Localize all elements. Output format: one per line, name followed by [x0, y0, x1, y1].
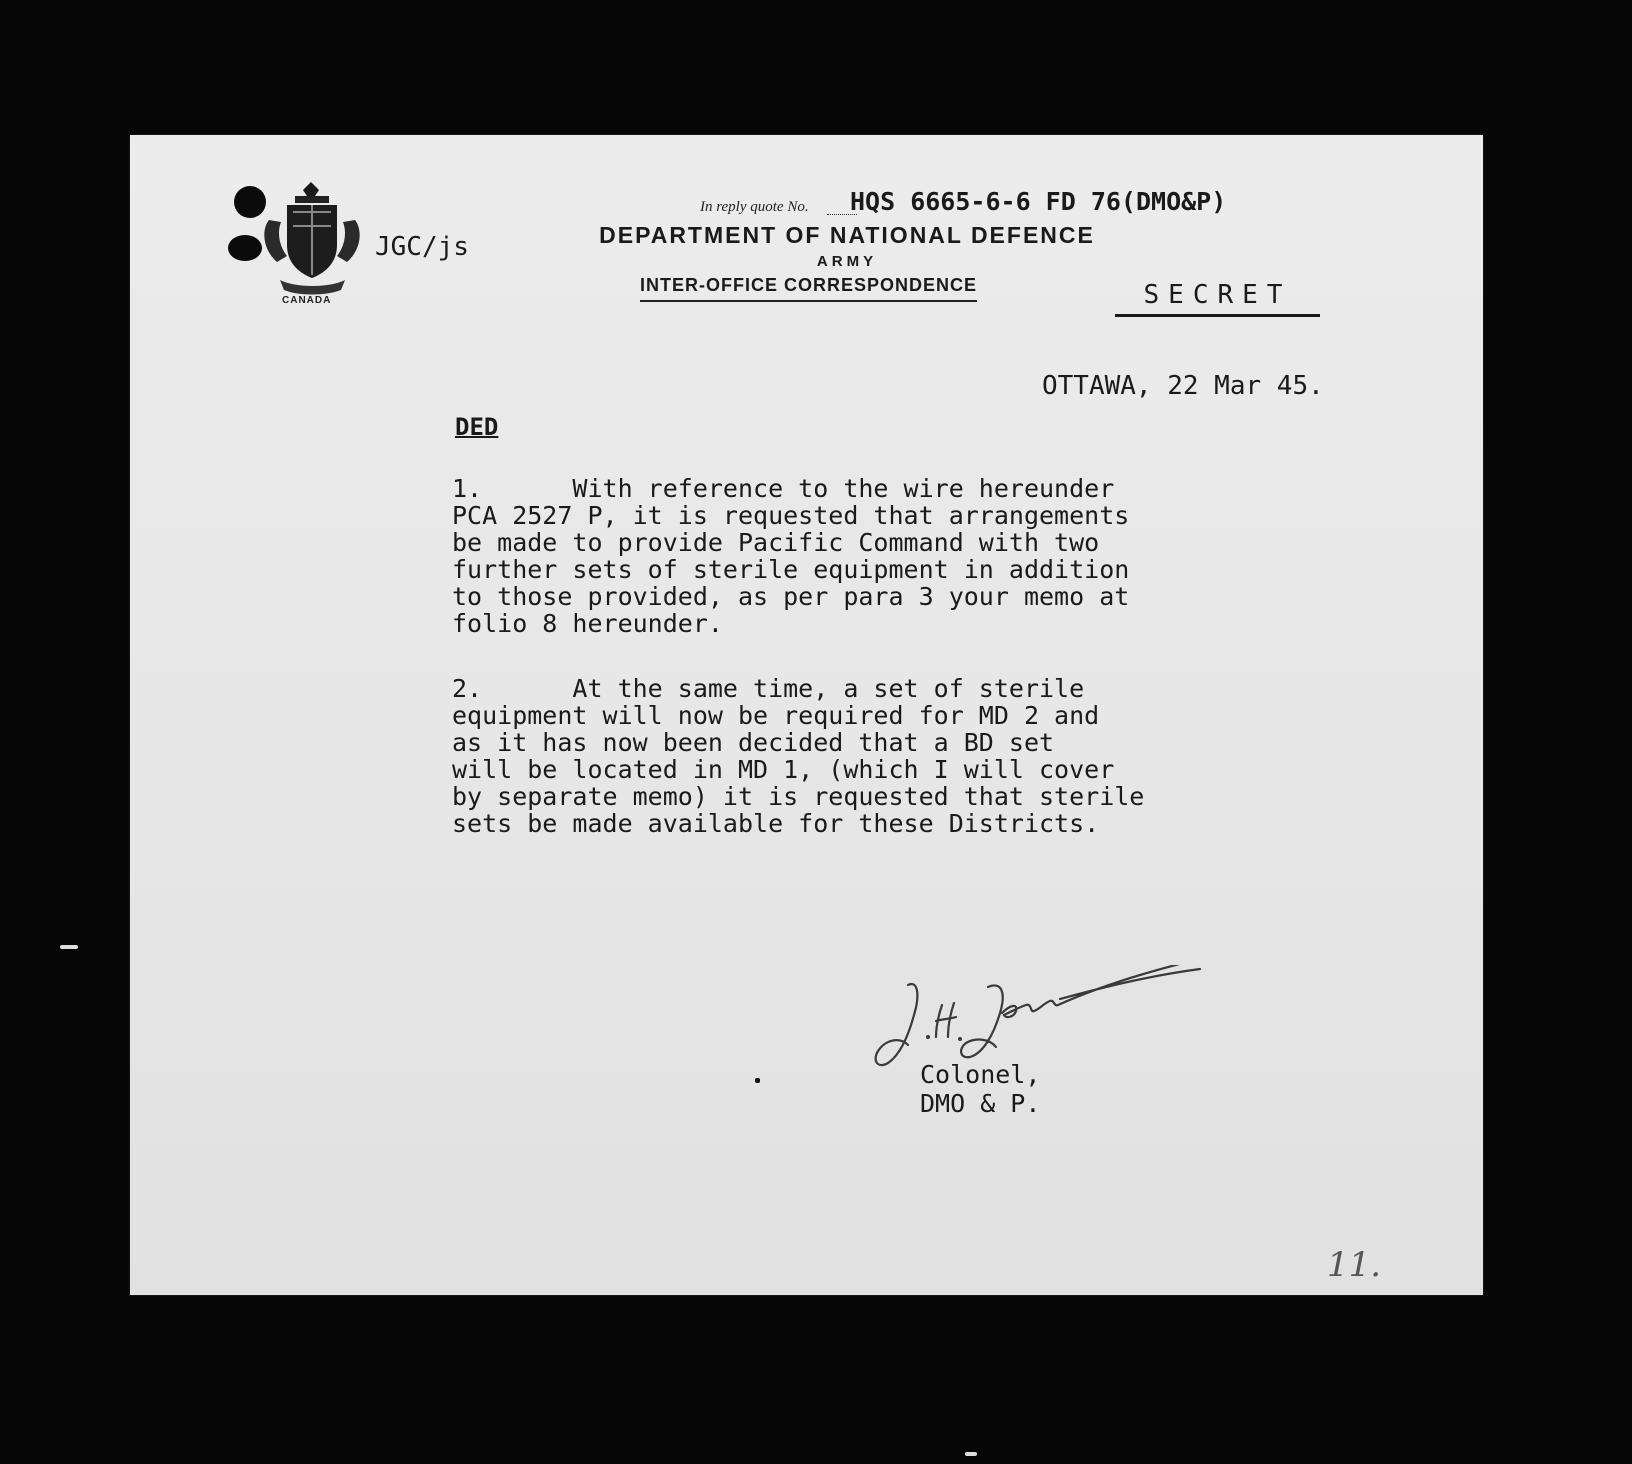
reply-reference: [700, 187, 1420, 227]
crest-caption: CANADA: [282, 295, 332, 306]
scan-artifact: [60, 945, 78, 949]
form-type-heading: INTER-OFFICE CORRESPONDENCE: [640, 275, 977, 302]
signature-block: [920, 1060, 1040, 1118]
paragraph-line: will be located in MD 1, (which I will cover: [452, 755, 1115, 784]
paragraph-line: 1. With reference to the wire hereunder: [452, 474, 1115, 503]
reply-number: HQS 6665-6-6 FD 76(DMO&P): [850, 187, 1227, 216]
date-line: OTTAWA, 22 Mar 45.: [1042, 371, 1324, 401]
paragraph-line: sets be made available for these Districts.: [452, 809, 1100, 838]
paragraph-line: further sets of sterile equipment in addition: [452, 555, 1130, 584]
paragraph-2: [452, 675, 1232, 837]
branch-heading: ARMY: [816, 253, 878, 270]
scan-artifact: [965, 1452, 977, 1456]
paragraph-line: by separate memo) it is requested that sterile: [452, 782, 1145, 811]
paragraph-line: PCA 2527 P, it is requested that arrangements: [452, 501, 1130, 530]
paragraph-line: 2. At the same time, a set of sterile: [452, 674, 1085, 703]
paragraph-line: to those provided, as per para 3 your memo at: [452, 582, 1130, 611]
department-heading: DEPARTMENT OF NATIONAL DEFENCE: [599, 222, 1095, 248]
security-classification: SECRET: [1115, 280, 1320, 317]
memo-page: [130, 135, 1483, 1295]
paragraph-line: be made to provide Pacific Command with two: [452, 528, 1100, 557]
signatory-office: DMO & P.: [920, 1089, 1041, 1118]
reply-label: In reply quote No.: [700, 199, 809, 215]
paragraph-line: as it has now been decided that a BD set: [452, 728, 1055, 757]
paragraph-1: [452, 475, 1232, 637]
addressee: DED: [455, 413, 499, 441]
typist-initials: JGC/js: [375, 232, 469, 262]
signatory-rank: Colonel,: [920, 1060, 1041, 1089]
paragraph-line: equipment will now be required for MD 2 and: [452, 701, 1100, 730]
paragraph-line: folio 8 hereunder.: [452, 609, 723, 638]
scan-artifact: [755, 1078, 760, 1083]
coat-of-arms-icon: [225, 180, 365, 310]
folio-mark: 11.: [1327, 1245, 1382, 1285]
